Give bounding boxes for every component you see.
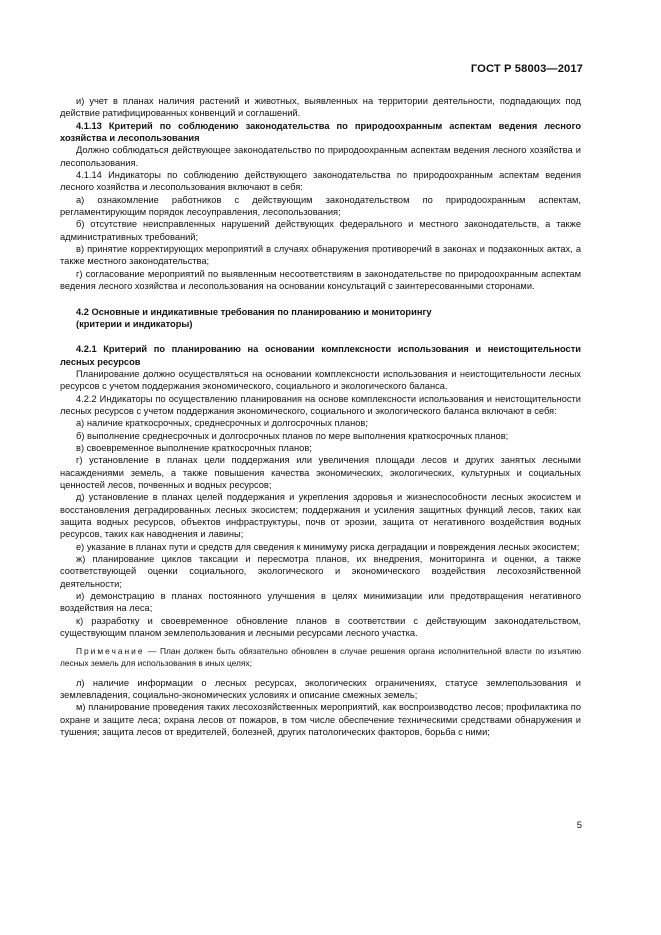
note xyxy=(60,646,581,669)
list-item-i: и) демонстрацию в планах постоянного улучшения в целях минимизации или предотвращения негативного воздействия на леса; xyxy=(60,591,581,614)
list-item-a: а) наличие краткосрочных, среднесрочных и долгосрочных планов; xyxy=(76,418,368,429)
list-item-v: в) своевременное выполнение краткосрочных планов; xyxy=(76,442,312,453)
section-heading-4-2: 4.2 Основные и индикативные требования по планированию и мониторингу xyxy=(76,306,432,317)
list-item-i: и) учет в планах наличия растений и животных, выявленных на территории деятельности, подпадающих под действие ратифицированных конвенций и соглашений. xyxy=(60,96,581,119)
note-label: Примечание xyxy=(76,646,145,657)
list-item-b: б) выполнение среднесрочных и долгосрочных планов по мере выполнения краткосрочных планов; xyxy=(76,430,509,441)
list-item-b: б) отсутствие неисправленных нарушений действующих федерального и местного законодательств, а также административных требований; xyxy=(60,219,581,242)
standard-header: ГОСТ Р 58003—2017 xyxy=(470,63,583,75)
list-item-k: к) разработку и своевременное обновление планов в соответствии с действующим законодательством, существующим планом землепользования и лесными ресурсами лесного участка. xyxy=(60,615,581,639)
document-body xyxy=(60,95,581,738)
list-item-a: а) ознакомление работников с действующим законодательством по природоохранным аспектам, регламентирующим порядок лесоуправления, лесопользования; xyxy=(60,194,581,218)
list-item-g: г) установление в планах цели поддержания или увеличения площади лесов и других занятых лесными насаждениями земель, а также повышения качества экономических, экологических, культурных и социальных ценностей лесов, почвенных и водных ресурсов; xyxy=(60,455,581,490)
list-item-d: д) установление в планах целей поддержания и укрепления здоровья и жизнеспособности лесных экосистем и восстановления деградированных лесных экосистем; поддержания и усиления защитных функций лесов, таких как защита водных ресурсов, объектов инфраструктуры, почв от эрозии, защита от негативного воздействия водных ресурсов, таких как наводнения и лавины; xyxy=(60,492,581,540)
section-heading-4-1-13: 4.1.13 Критерий по соблюдению законодательства по природоохранным аспектам ведения лесного хозяйства и лесопользования xyxy=(60,120,581,144)
paragraph: Должно соблюдаться действующее законодательство по природоохранным аспектам ведения лесного хозяйства и лесопользования. xyxy=(60,145,581,168)
paragraph: 4.2.2 Индикаторы по осуществлению планирования на основе комплексности использования и неистощительности лесных ресурсов с учетом поддержания экономического, социального и экологического баланса включают в себя: xyxy=(60,393,581,416)
note-text: План должен быть обязательно обновлен в случае решения органа исполнительной власти по изъятию лесных земель для использования в иных целях; xyxy=(60,646,582,669)
paragraph: 4.1.14 Индикаторы по соблюдению действующего законодательства по природоохранным аспектам ведения лесного хозяйства и лесопользования включают в себя: xyxy=(60,170,581,193)
list-item-l: л) наличие информации о лесных ресурсах, экологических ограничениях, статусе землепользования и землевладения, социально-экономических условиях и описание смежных земель; xyxy=(60,677,581,700)
section-heading-4-2-subtitle: (критерии и индикаторы) xyxy=(76,318,193,329)
list-item-m: м) планирование проведения таких лесохозяйственных мероприятий, как воспроизводство лесов; профилактика по охране и защите леса; охрана лесов от пожаров, в том числе обеспечение техническими средствами обнаружения и тушения; защита лесов от вредителей, болезней, других патологических факторов, борьба с ними; xyxy=(60,702,581,737)
section-heading-4-2-1: 4.2.1 Критерий по планированию на основании комплексности использования и неистощительности лесных ресурсов xyxy=(60,344,581,367)
list-item-e: е) указание в планах пути и средств для сведения к минимуму риска деградации и повреждения лесных экосистем; xyxy=(76,541,580,552)
note-dash: — xyxy=(148,646,157,657)
list-item-v: в) принятие корректирующих мероприятий в случаях обнаружения противоречий в законах и подзаконных актах, а также местного законодательства; xyxy=(60,244,581,267)
page-number: 5 xyxy=(576,820,582,831)
paragraph: Планирование должно осуществляться на основании комплексности использования и неистощительности лесных ресурсов с учетом поддержания экономического, социального и экологического баланса. xyxy=(60,368,581,392)
list-item-zh: ж) планирование циклов таксации и пересмотра планов, их внедрения, мониторинга и оценки, а также соответствующей оценки социального, экологического и экономического воздействия лесохозяйственной деятельности; xyxy=(60,554,581,589)
list-item-g: г) согласование мероприятий по выявленным несоответствиям в законодательстве по природоохранным аспектам ведения лесного хозяйства и лесопользования на основании консультаций с заинтересованными сторонами. xyxy=(60,268,581,292)
